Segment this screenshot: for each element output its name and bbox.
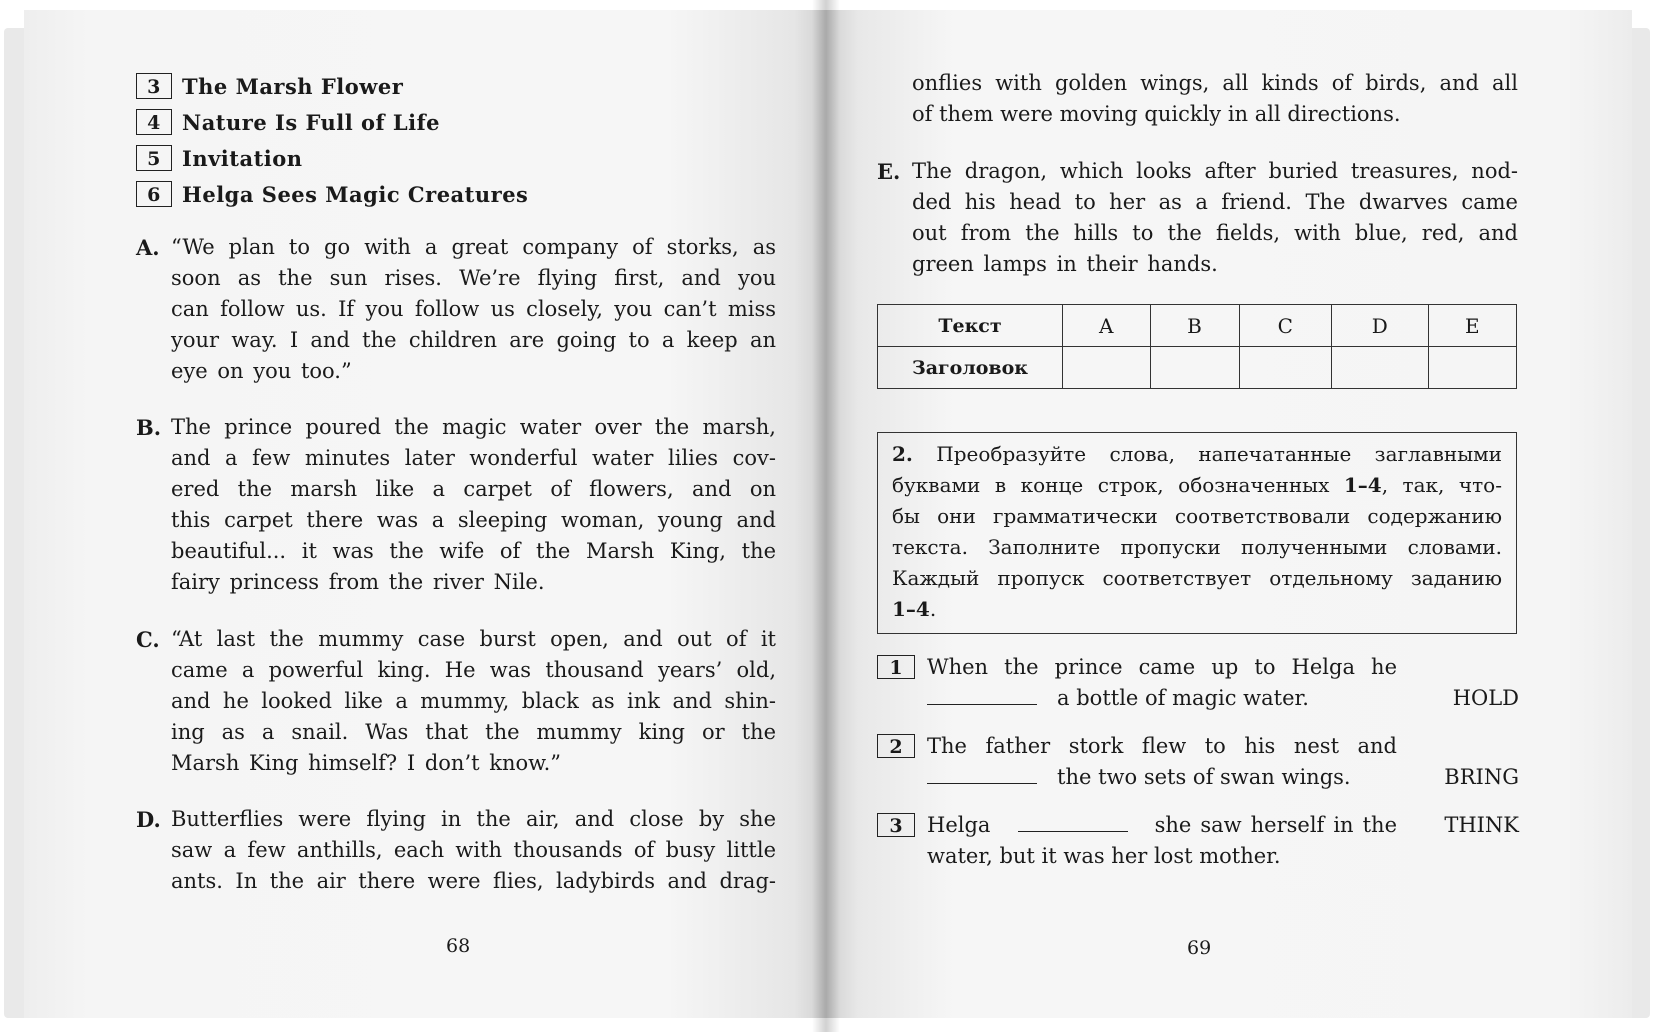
text-line: Butterflies were flying in the air, and close by she xyxy=(171,807,776,831)
task-line: бы они грамматически соответствовали содержанию xyxy=(892,504,1502,528)
paragraph-letter: C. xyxy=(136,627,160,652)
exercise-line: The father stork flew to his nest and xyxy=(927,734,1397,758)
answer-blank[interactable] xyxy=(927,763,1037,784)
text-line: ants. In the air there were flies, ladybirds and drag- xyxy=(171,869,776,893)
heading-title: The Marsh Flower xyxy=(182,73,404,99)
book-gutter xyxy=(812,0,840,1032)
paragraph-a xyxy=(136,232,776,387)
heading-item xyxy=(136,104,528,140)
task-text: буквами в конце строк, обозначенных xyxy=(892,473,1330,497)
text-line: ded his head to her as a friend. The dwarves came xyxy=(912,190,1518,214)
heading-title: Nature Is Full of Life xyxy=(182,109,441,135)
task-line xyxy=(892,594,1502,625)
text-line: eye on you too.” xyxy=(171,359,352,383)
paragraph-letter: A. xyxy=(136,235,160,260)
table-column-header: D xyxy=(1331,305,1428,347)
table-column-header: B xyxy=(1150,305,1239,347)
answer-cell[interactable] xyxy=(1150,347,1239,389)
text-line: saw a few anthills, each with thousands of busy little xyxy=(171,838,776,862)
paragraph-c xyxy=(136,624,776,779)
task-range: 1–4 xyxy=(1343,473,1382,497)
paragraph-letter: D. xyxy=(136,807,161,832)
exercise-number: 3 xyxy=(877,813,915,837)
table-row xyxy=(878,305,1517,347)
text-line: fairy princess from the river Nile. xyxy=(171,570,545,594)
exercise-text: a bottle of magic water. xyxy=(1057,686,1309,710)
table-header-text: Текст xyxy=(878,305,1063,347)
exercise-text: she saw herself in the xyxy=(1154,813,1397,837)
task-text: , так, что- xyxy=(1381,473,1502,497)
answer-table xyxy=(877,304,1517,389)
text-line: “At last the mummy case burst open, and out of it xyxy=(171,627,776,651)
exercise-keyword: THINK xyxy=(1444,813,1519,837)
text-line: ing as a snail. Was that the mummy king or the xyxy=(171,720,776,744)
text-line: came a powerful king. He was thousand years’ old, xyxy=(171,658,776,682)
exercise-keyword: HOLD xyxy=(1452,686,1519,710)
text-line: green lamps in their hands. xyxy=(912,252,1218,276)
exercise-line: When the prince came up to Helga he xyxy=(927,655,1397,679)
answer-blank[interactable] xyxy=(927,684,1037,705)
answer-blank[interactable] xyxy=(1018,811,1128,832)
heading-number: 3 xyxy=(136,73,172,99)
heading-item xyxy=(136,68,528,104)
heading-title: Helga Sees Magic Creatures xyxy=(182,181,529,207)
heading-number: 4 xyxy=(136,109,172,135)
heading-title: Invitation xyxy=(182,145,303,171)
text-line: beautiful... it was the wife of the Marsh King, the xyxy=(171,539,776,563)
text-line: soon as the sun rises. We’re flying first, and you xyxy=(171,266,776,290)
exercise-line xyxy=(927,810,1397,841)
exercise-keyword: BRING xyxy=(1444,765,1519,789)
task-instructions xyxy=(877,432,1517,634)
heading-number: 6 xyxy=(136,181,172,207)
task-range: 1–4 xyxy=(892,597,930,621)
text-line: and a few minutes later wonderful water lilies cov- xyxy=(171,446,776,470)
heading-list xyxy=(136,68,528,212)
text-line: “We plan to go with a great company of storks, as xyxy=(171,235,776,259)
text-line: ered the marsh like a carpet of flowers, and on xyxy=(171,477,776,501)
paragraph-d xyxy=(136,804,776,897)
text-line: can follow us. If you follow us closely, you can’t miss xyxy=(171,297,776,321)
paragraph-d-continuation xyxy=(912,68,1518,130)
answer-cell[interactable] xyxy=(1331,347,1428,389)
paragraph-letter: B. xyxy=(136,415,162,440)
paragraph-letter: E. xyxy=(877,159,901,184)
page-number-left: 68 xyxy=(446,935,471,957)
table-header-heading: Заголовок xyxy=(878,347,1063,389)
heading-item xyxy=(136,140,528,176)
heading-item xyxy=(136,176,528,212)
table-column-header: E xyxy=(1428,305,1516,347)
task-line xyxy=(892,439,1502,470)
paragraph-e xyxy=(877,156,1518,280)
text-line: of them were moving quickly in all directions. xyxy=(912,102,1401,126)
exercise-number: 2 xyxy=(877,734,915,758)
text-line: your way. I and the children are going to a keep an xyxy=(171,328,776,352)
task-line xyxy=(892,470,1502,501)
task-text: . xyxy=(929,597,937,621)
text-line: out from the hills to the fields, with blue, red, and xyxy=(912,221,1518,245)
table-column-header: C xyxy=(1239,305,1331,347)
task-line: текста. Заполните пропуски полученными словами. xyxy=(892,535,1502,559)
paragraph-b xyxy=(136,412,776,598)
table-row xyxy=(878,347,1517,389)
task-line: Каждый пропуск соответствует отдельному заданию xyxy=(892,566,1502,590)
text-line: and he looked like a mummy, black as ink and shin- xyxy=(171,689,776,713)
exercise-number: 1 xyxy=(877,655,915,679)
text-line: onflies with golden wings, all kinds of birds, and all xyxy=(912,71,1518,95)
exercise-line xyxy=(927,683,1397,714)
task-number: 2. xyxy=(892,442,913,466)
answer-cell[interactable] xyxy=(1428,347,1516,389)
table-column-header: A xyxy=(1063,305,1151,347)
exercise-line: water, but it was her lost mother. xyxy=(927,844,1281,868)
text-line: The dragon, which looks after buried treasures, nod- xyxy=(912,159,1518,183)
heading-number: 5 xyxy=(136,145,172,171)
answer-cell[interactable] xyxy=(1063,347,1151,389)
task-text: Преобразуйте слова, напечатанные заглавными xyxy=(936,442,1502,466)
page-number-right: 69 xyxy=(1187,937,1212,959)
exercise-line xyxy=(927,762,1397,793)
text-line: Marsh King himself? I don’t know.” xyxy=(171,751,562,775)
text-line: this carpet there was a sleeping woman, young and xyxy=(171,508,776,532)
exercise-text: Helga xyxy=(927,813,991,837)
answer-cell[interactable] xyxy=(1239,347,1331,389)
exercise-text: the two sets of swan wings. xyxy=(1057,765,1351,789)
text-line: The prince poured the magic water over the marsh, xyxy=(171,415,776,439)
